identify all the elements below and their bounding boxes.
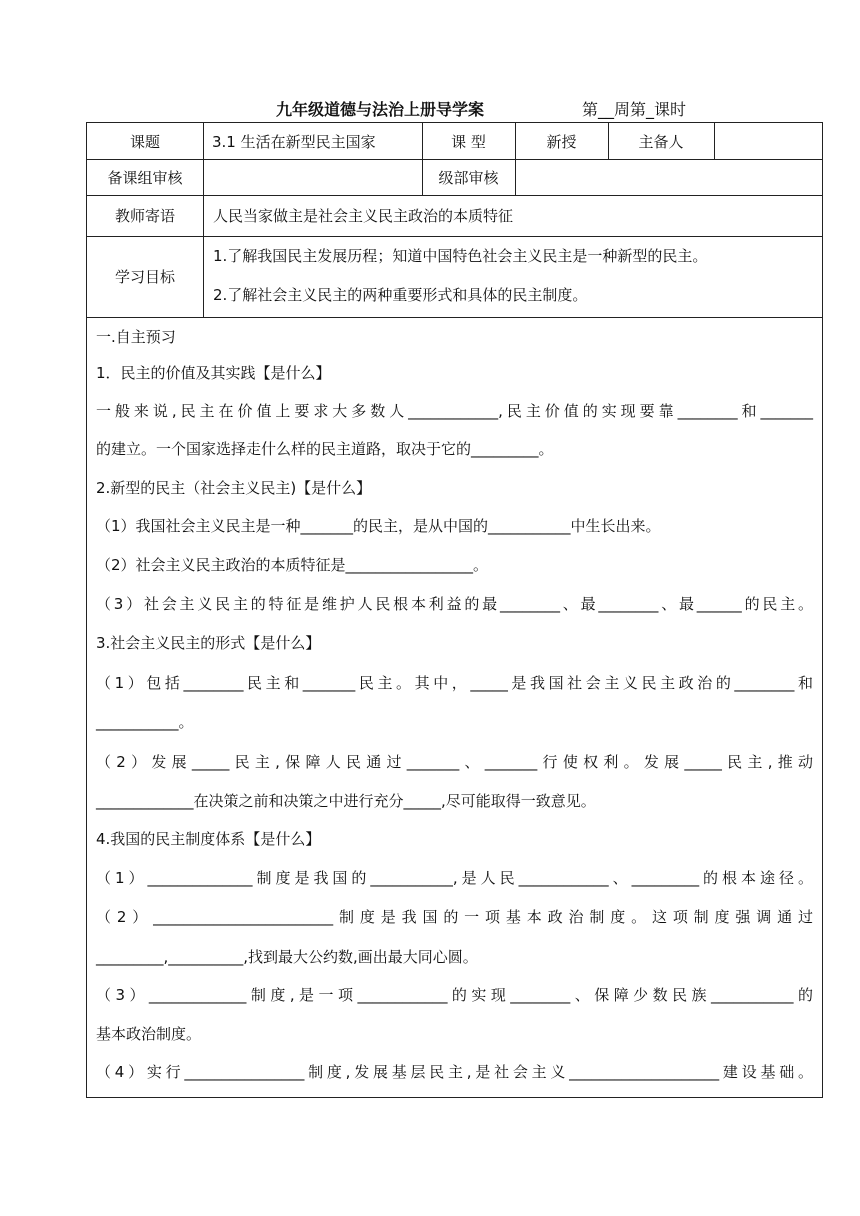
teacher-message-value: 人民当家做主是社会主义民主政治的本质特征 <box>213 207 514 225</box>
document-title: 九年级道德与法治上册导学案 <box>276 100 485 119</box>
fill-blank-line: （1）我国社会主义民主是一种_______的民主，是从中国的___________中生长出来。 <box>96 517 661 535</box>
fill-blank-line: （4）实行________________制度,发展基层民主,是社会主义____________________建设基础。 <box>96 1063 813 1081</box>
fill-blank-line: 一般来说,民主在价值上要求大多数人____________,民主价值的实现要靠________和_______ <box>96 402 813 420</box>
topic-heading-3: 3.社会主义民主的形式【是什么】 <box>96 634 321 652</box>
learning-goals-label: 学习目标 <box>114 268 175 286</box>
fill-blank-line: 基本政治制度。 <box>96 1025 202 1043</box>
fill-blank-line: （3）社会主义民主的特征是维护人民根本利益的最________、最________、最______的民主。 <box>96 595 813 613</box>
fill-blank-line: （1）包括________民主和_______民主。其中，_____是我国社会主义民主政治的________和 <box>96 674 813 692</box>
group-review-label: 备课组审核 <box>107 168 183 187</box>
type-value: 新授 <box>546 132 577 151</box>
type-label: 课 型 <box>451 132 486 151</box>
page-header <box>0 97 860 121</box>
group-review-value <box>203 159 422 195</box>
fill-blank-line: 的建立。一个国家选择走什么样的民主道路，取决于它的_________。 <box>96 440 554 458</box>
topic-value: 3.1 生活在新型民主国家 <box>212 132 376 151</box>
lesson-plan-table <box>86 122 823 1098</box>
learning-goal-2: 2.了解社会主义民主的两种重要形式和具体的民主制度。 <box>213 286 588 304</box>
fill-blank-line: （2）社会主义民主政治的本质特征是_________________。 <box>96 556 489 574</box>
grade-review-label: 级部审核 <box>438 168 499 187</box>
grade-review-value <box>515 159 822 195</box>
fill-blank-line: （3）_____________制度,是一项____________的实现________、保障少数民族___________的 <box>96 986 813 1004</box>
learning-goal-1: 1.了解我国民主发展历程；知道中国特色社会主义民主是一种新型的民主。 <box>213 247 708 265</box>
fill-blank-line: （2）发展_____民主,保障人民通过_______、_______行使权利。发展_____民主,推动 <box>96 753 813 771</box>
topic-heading-1: 1．民主的价值及其实践【是什么】 <box>96 364 331 382</box>
topic-label: 课题 <box>129 132 160 151</box>
section-heading: 一.自主预习 <box>96 328 176 346</box>
teacher-message-label: 教师寄语 <box>114 207 175 225</box>
topic-heading-2: 2.新型的民主（社会主义民主)【是什么】 <box>96 479 372 497</box>
fill-blank-line: _____________在决策之前和决策之中进行充分_____,尽可能取得一致意见。 <box>96 792 596 810</box>
fill-blank-line: （1）______________制度是我国的___________,是人民____________、_________的根本途径。 <box>96 869 813 887</box>
preparer-label: 主备人 <box>638 132 684 151</box>
fill-blank-line: （2）________________________制度是我国的一项基本政治制度。这项制度强调通过 <box>96 908 813 926</box>
topic-heading-4: 4.我国的民主制度体系【是什么】 <box>96 830 321 848</box>
fill-blank-line: _________,__________,找到最大公约数,画出最大同心圆。 <box>96 948 478 966</box>
preparer-value <box>714 123 822 159</box>
week-period-field: 第__周第_课时 <box>582 100 687 119</box>
fill-blank-line: ___________。 <box>96 713 194 731</box>
